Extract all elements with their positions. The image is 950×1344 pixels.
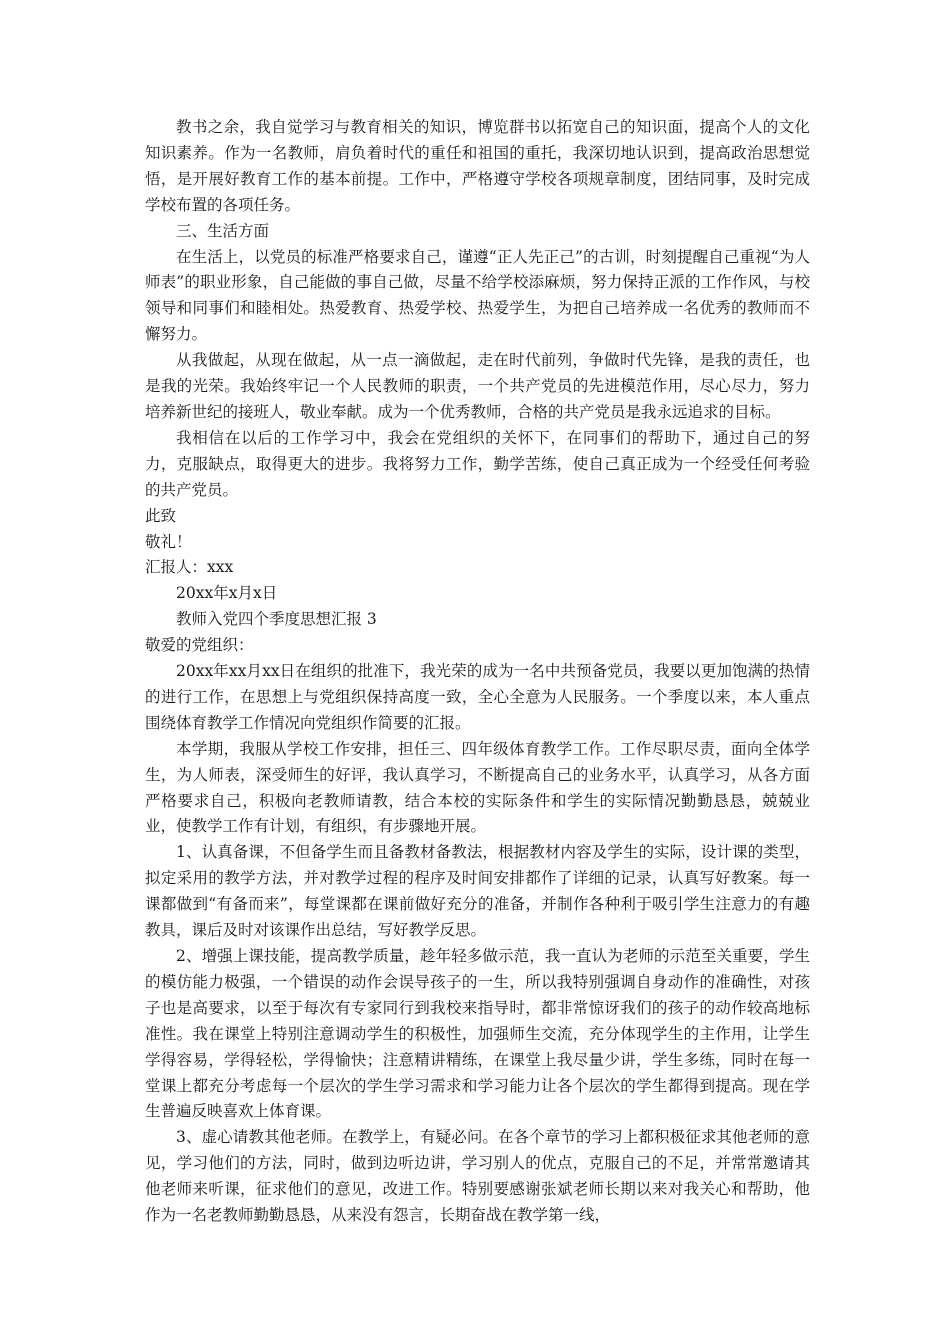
paragraph-point-3-consult-teachers: 3、虚心请教其他老师。在教学上，有疑必问。在各个章节的学习上都积极征求其他老师的意见，学习他们的方法，同时，做到边听边讲，学习别人的优点，克服自己的不足，并常常邀请其他老师来听课，征求他们的意见，改进工作。特别要感谢张斌老师长期以来对我关心和帮助，他作为一名老教师勤勤恳恳，从来没有怨言，长期奋战在教学第一线， — [145, 1128, 810, 1225]
paragraph-life-conduct: 在生活上，以党员的标准严格要求自己，谨遵“正人先正己”的古训，时刻提醒自己重视“为人师表”的职业形象，自己能做的事自己做，尽量不给学校添麻烦，努力保持正派的工作作风，与校领导和同事们和睦相处。热爱教育、热爱学校、热爱学生，为把自己培养成一名优秀的教师而不懈努力。 — [145, 247, 810, 344]
paragraph-start-from-me: 从我做起，从现在做起，从一点一滴做起，走在时代前列，争做时代先锋，是我的责任，也是我的光荣。我始终牢记一个人民教师的职责，一个共产党员的先进模范作用，尽心尽力，努力培养新世纪的接班人，敬业奉献。成为一个优秀教师，合格的共产党员是我永远追求的目标。 — [145, 351, 810, 421]
document-page — [145, 115, 810, 1229]
report-date: 20xx年x月x日 — [176, 584, 278, 603]
paragraph-future-belief: 我相信在以后的工作学习中，我会在党组织的关怀下，在同事们的帮助下，通过自己的努力，克服缺点，取得更大的进步。我将努力工作，勤学苦练，使自己真正成为一个经受任何考验的共产党员。 — [145, 428, 810, 499]
paragraph-self-study: 教书之余，我自觉学习与教育相关的知识，博览群书以拓宽自己的知识面，提高个人的文化知识素养。作为一名教师，肩负着时代的重任和祖国的重托，我深切地认识到，提高政治思想觉悟，是开展好教育工作的基本前提。工作中，严格遵守学校各项规章制度，团结同事，及时完成学校布置的各项任务。 — [145, 118, 810, 214]
closing-respect: 敬礼！ — [145, 532, 192, 551]
reporter-line: 汇报人：xxx — [145, 558, 234, 577]
section-title-report-3: 教师入党四个季度思想汇报 3 — [176, 610, 377, 629]
paragraph-point-1-preparation: 1、认真备课，不但备学生而且备教材备教法，根据教材内容及学生的实际，设计课的类型，拟定采用的教学方法，并对教学过程的程序及时间安排都作了详细的记录，认真写好教案。每一课都做到“有备而来”，每堂课都在课前做好充分的准备，并制作各种利于吸引学生注意力的有趣教具，课后及时对该课作出总结，写好教学反思。 — [145, 843, 810, 940]
paragraph-point-2-teaching-skills: 2、增强上课技能，提高教学质量，趁年轻多做示范，我一直认为老师的示范至关重要，学生的模仿能力极强，一个错误的动作会误导孩子的一生，所以我特别强调自身动作的准确性，对孩子也是高要求，以至于每次有专家同行到我校来指导时，都非常惊讶我们的孩子的动作较高地标准性。我在课堂上特别注意调动学生的积极性，加强师生交流，充分体现学生的主作用，让学生学得容易，学得轻松，学得愉快；注意精讲精练，在课堂上我尽量少讲，学生多练，同时在每一堂课上都充分考虑每一个层次的学生学习需求和学习能力让各个层次的学生都得到提高。现在学生普遍反映喜欢上体育课。 — [145, 947, 810, 1121]
closing-salutation: 此致 — [145, 506, 177, 525]
greeting-party-organization: 敬爱的党组织： — [145, 636, 254, 655]
section-heading-life: 三、生活方面 — [176, 221, 270, 240]
paragraph-probationary-member: 20xx年xx月xx日在组织的批准下，我光荣的成为一名中共预备党员，我要以更加饱满的热情的进行工作，在思想上与党组织保持高度一致，全心全意为人民服务。一个季度以来，本人重点围绕体育教学工作情况向党组织作简要的汇报。 — [145, 662, 810, 732]
paragraph-semester-work: 本学期，我服从学校工作安排，担任三、四年级体育教学工作。工作尽职尽责，面向全体学生，为人师表，深受师生的好评，我认真学习，不断提高自己的业务水平，认真学习，从各方面严格要求自己，积极向老教师请教，结合本校的实际条件和学生的实际情况勤勤恳恳，兢兢业业，使教学工作有计划，有组织，有步骤地开展。 — [145, 739, 810, 836]
